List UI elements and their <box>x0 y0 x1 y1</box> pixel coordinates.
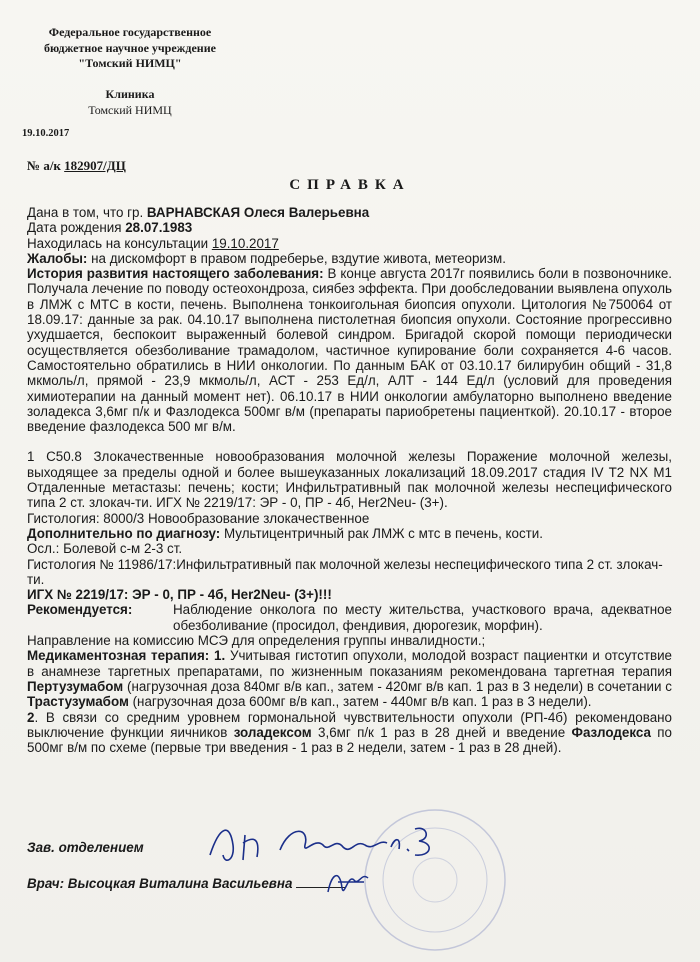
patient-line <box>27 205 672 220</box>
org-line-1: Федеральное государственное <box>48 25 212 39</box>
complaints <box>27 251 672 266</box>
therapy-item-2-number: 2 <box>27 709 35 725</box>
doctor-signature <box>318 862 378 902</box>
therapy-item-1-text-b: (нагрузочная доза 840мг в/в кап., затем - 420мг в/в кап. 1 раз в 3 недели) в сочетании с <box>126 678 672 694</box>
drug-faslodex: Фазлодекса <box>571 724 651 740</box>
therapy-label: Медикаментозная терапия: <box>27 648 210 664</box>
history-label: История развития настоящего заболевания: <box>27 266 324 282</box>
organization-header <box>10 25 250 72</box>
therapy-item-2-text-a: . В связи со средним уровнем гормональной чувствительности опухоли (РП-4б) рекомендовано выключение функции яичников <box>27 709 672 740</box>
record-number-value: 182907/ДЦ <box>64 158 126 173</box>
patient-name: ВАРНАВСКАЯ Олеся Валерьевна <box>146 205 370 220</box>
org-line-3: "Томский НИМЦ" <box>78 56 182 70</box>
therapy-item-1-text-c: (нагрузочная доза 600мг в/в кап., затем - 440мг в/в кап. 1 раз в 3 недели). <box>132 694 592 710</box>
therapy-item-2 <box>27 710 672 756</box>
doctor-signature-line <box>27 876 346 891</box>
complaints-text: на дискомфорт в правом подреберье, вздутие живота, метеоризм. <box>91 250 506 266</box>
document-body <box>27 205 672 755</box>
drug-pertuzumab: Пертузумабом <box>27 678 124 694</box>
diagnosis-extra <box>27 526 672 541</box>
drug-zoladex: золадексом <box>233 724 312 740</box>
therapy-item-1-text-a: Учитывая гистотип опухоли, молодой возраст пациентки и отсутствие в анамнезе таргетных препаратами, по жизненным показаниям рекомендована таргетная терапия <box>27 648 672 679</box>
clinic-title: Клиника <box>105 87 155 101</box>
complaints-label: Жалобы: <box>27 250 88 266</box>
dob-value: 28.07.1983 <box>125 220 193 236</box>
head-of-department-label: Зав. отделением <box>27 840 144 855</box>
therapy-item-1-number: 1. <box>214 648 226 664</box>
recommendations-label: Рекомендуется: <box>27 602 133 618</box>
patient-prefix: Дана в том, что гр. <box>27 205 144 220</box>
consult-line <box>27 236 672 251</box>
therapy-item-2-text-c: по 500мг в/м по схеме (первые три введения - 1 раз в 2 недели, затем - 1 раз в 28 дней). <box>27 724 672 756</box>
clinic-name: Томский НИМЦ <box>88 102 172 117</box>
recommendations-text: Наблюдение онколога по месту жительства, участкового врача, адекватное обезболивание (просидол, фендивия, дюрогезик, морфин). <box>173 602 672 633</box>
diagnosis-ihc-text: ИГХ № 2219/17: ЭР - 0, ПР - 4б, Her2Neu- (3+)!!! <box>27 587 332 603</box>
clinic-header <box>10 87 250 118</box>
recommendations <box>27 602 672 633</box>
mse-referral: Направление на комиссию МСЭ для определения группы инвалидности.; <box>27 633 486 649</box>
drug-trastuzumab: Трастузумабом <box>27 694 129 710</box>
dob-label: Дата рождения <box>27 220 122 236</box>
therapy-item-2-text-b: 3,6мг п/к 1 раз в 28 дней и введение <box>318 724 566 740</box>
diagnosis-extra-text: Мультицентричный рак ЛМЖ с мтс в печень, кости. <box>224 525 544 541</box>
history <box>27 266 672 434</box>
diagnosis-main: 1 С50.8 Злокачественные новообразования молочной железы Поражение молочной железы, выходящее за пределы одной и более вышеуказанных локализаций 18.09.2017 стадия IV T2 NX M1 Отдаленные метастазы: печень; кости; Инфильтративный пак молочной железы неспецифического типа 2 ст. злокач-ти. ИГХ № 2219/17: ЭР - 0, ПР - 4б, Her2Neu- (3+). <box>27 449 672 511</box>
therapy-item-1 <box>27 648 672 709</box>
org-line-2: бюджетное научное учреждение <box>44 40 216 55</box>
consult-date: 19.10.2017 <box>211 235 279 251</box>
diagnosis-extra-label: Дополнительно по диагнозу: <box>27 525 221 541</box>
document-title: СПРАВКА <box>289 177 411 193</box>
dob-line <box>27 220 672 235</box>
diagnosis-histology: Гистология: 8000/3 Новообразование злокачественное <box>27 510 370 526</box>
record-number <box>27 158 126 174</box>
history-text: В конце августа 2017г появились боли в позвоночнике. Получала лечение по поводу остеохондроза, сиябез эффекта. При дообследовании выявлена опухоль в ЛМЖ с МТС в кости, печень. Выполнена тонкоигольная биопсия опухоли. Цитология №750064 от 18.09.17: данные за рак. 04.10.17 выполнена пистолетная биопсия опухоли. Состояние прогрессивно ухудшается, беспокоит выраженный болевой синдром. Бригадой скорой помощи периодически осуществляется обезболивание трамадолом, частичное купирование боли сохраняется 4-6 часов. Самостоятельно обратились в НИИ онкологии. По данным БАК от 03.10.17 билирубин общий - 31,8 мкмоль/л, прямой - 23,9 мкмоль/л, АСТ - 253 Ед/л, АЛТ - 144 Ед/л (условий для проведения химиотерапии на данный момент нет). 06.10.17 в НИИ онкологии амбулаторно выполнено введение золадекса 3,6мг п/к и Фазлодекса 500мг в/м (препараты париобретены пациенткой). 20.10.17 - второе введение фазлодекса 500 мг в/м. <box>27 266 672 435</box>
diagnosis-histology-2: Гистология № 11986/17:Инфильтративный пак молочной железы неспецифического типа 2 ст. злокач-ти. <box>27 556 663 587</box>
document-date: 19.10.2017 <box>22 128 70 139</box>
diagnosis-ihc <box>27 587 672 602</box>
diagnosis-complication: Осл.: Болевой с-м 2-3 ст. <box>27 541 183 557</box>
doctor-label: Врач: Высоцкая Виталина Васильевна <box>27 876 293 891</box>
consult-label: Находилась на консультации <box>27 235 209 251</box>
record-number-prefix: № а/к <box>27 158 61 173</box>
